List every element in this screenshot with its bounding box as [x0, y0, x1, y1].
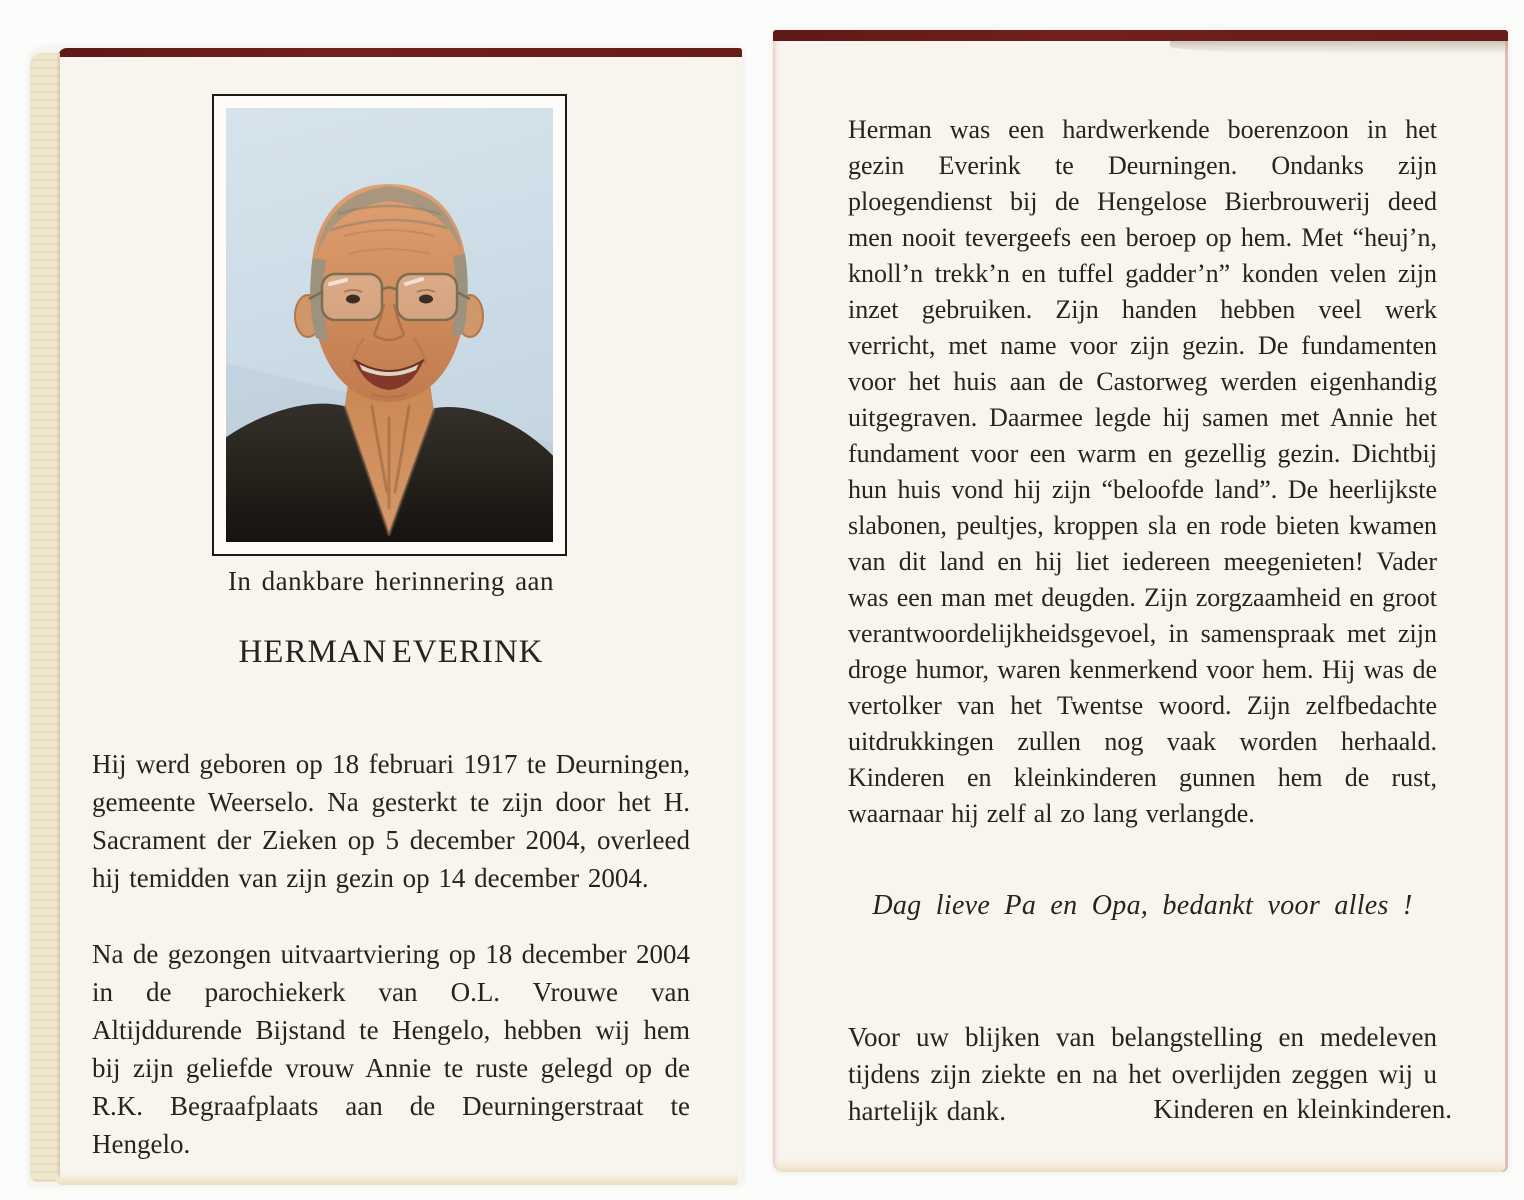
deceased-name: HERMAN EVERINK [238, 634, 544, 670]
portrait-photo [226, 108, 553, 542]
page-bottom-edge [56, 1172, 738, 1185]
birth-death-paragraph: Hij werd geboren op 18 februari 1917 te Deurningen, gemeente Weerselo. Na gesterkt te zijn door het H. Sacrament der Zieken op 5 december 2004, overleed hij temidden van zijn gezin op 14 december 2004. [92, 749, 690, 893]
red-cover-edge [58, 48, 742, 57]
card-edge-shadow [1170, 41, 1508, 54]
page-bottom-edge [777, 1159, 1504, 1172]
memorial-card-left-page [30, 48, 742, 1185]
red-cover-edge [773, 30, 1508, 41]
signature-line: Kinderen en kleinkinderen. [1153, 1094, 1452, 1124]
biography-paragraph: Herman was een hardwerkende boerenzoon in het gezin Everink te Deurningen. Ondanks zijn ploegendienst bij de Hengelose Bierbrouwerij deed men nooit tevergeefs een beroep op hem. Met “heuj’n, knoll’n trekk’n en tuffel gadder’n” konden velen zijn inzet gebruiken. Zijn handen hebben veel werk verricht, met name voor zijn gezin. De fundamenten voor het huis aan de Castorweg werden eigenhandig uitgegraven. Daarmee legde hij samen met Annie het fundament voor een warm en gezellig gezin. Dichtbij hun huis vond hij zijn “beloofde land”. De heerlijkste slabonen, peultjes, kroppen sla en rode bieten kwamen van dit land en hij liet iedereen meegenieten! Vader was een man met deugden. Zijn zorgzaamheid en groot verantwoordelijkheidsgevoel, in samenspraak met zijn droge humor, waren kenmerkend voor hem. Hij was de vertolker van het Twentse woord. Zijn zelfbedachte uitdrukkingen zullen nog vaak worden herhaald. Kinderen en kleinkinderen gunnen hem de rust, waarnaar hij zelf al zo lang verlangde. [848, 115, 1437, 828]
memorial-card-right-page [773, 30, 1508, 1172]
dedication-line: Dag lieve Pa en Opa, bedankt voor alles ! [872, 890, 1413, 921]
photo-frame [212, 94, 567, 556]
memorial-caption: In dankbare herinnering aan [227, 566, 555, 596]
booklet-edge-strip [30, 53, 60, 1182]
acknowledgement-paragraph: Voor uw blijken van belangstelling en medeleven tijdens zijn ziekte en na het overlijden zeggen wij u hartelijk dank. [848, 1022, 1437, 1126]
funeral-paragraph: Na de gezongen uitvaartviering op 18 december 2004 in de parochiekerk van O.L. Vrouwe van Altijddurende Bijstand te Hengelo, hebben wij hem bij zijn geliefde vrouw Annie te ruste gelegd op de R.K. Begraafplaats aan de Deurningerstraat te Hengelo. [92, 939, 690, 1159]
